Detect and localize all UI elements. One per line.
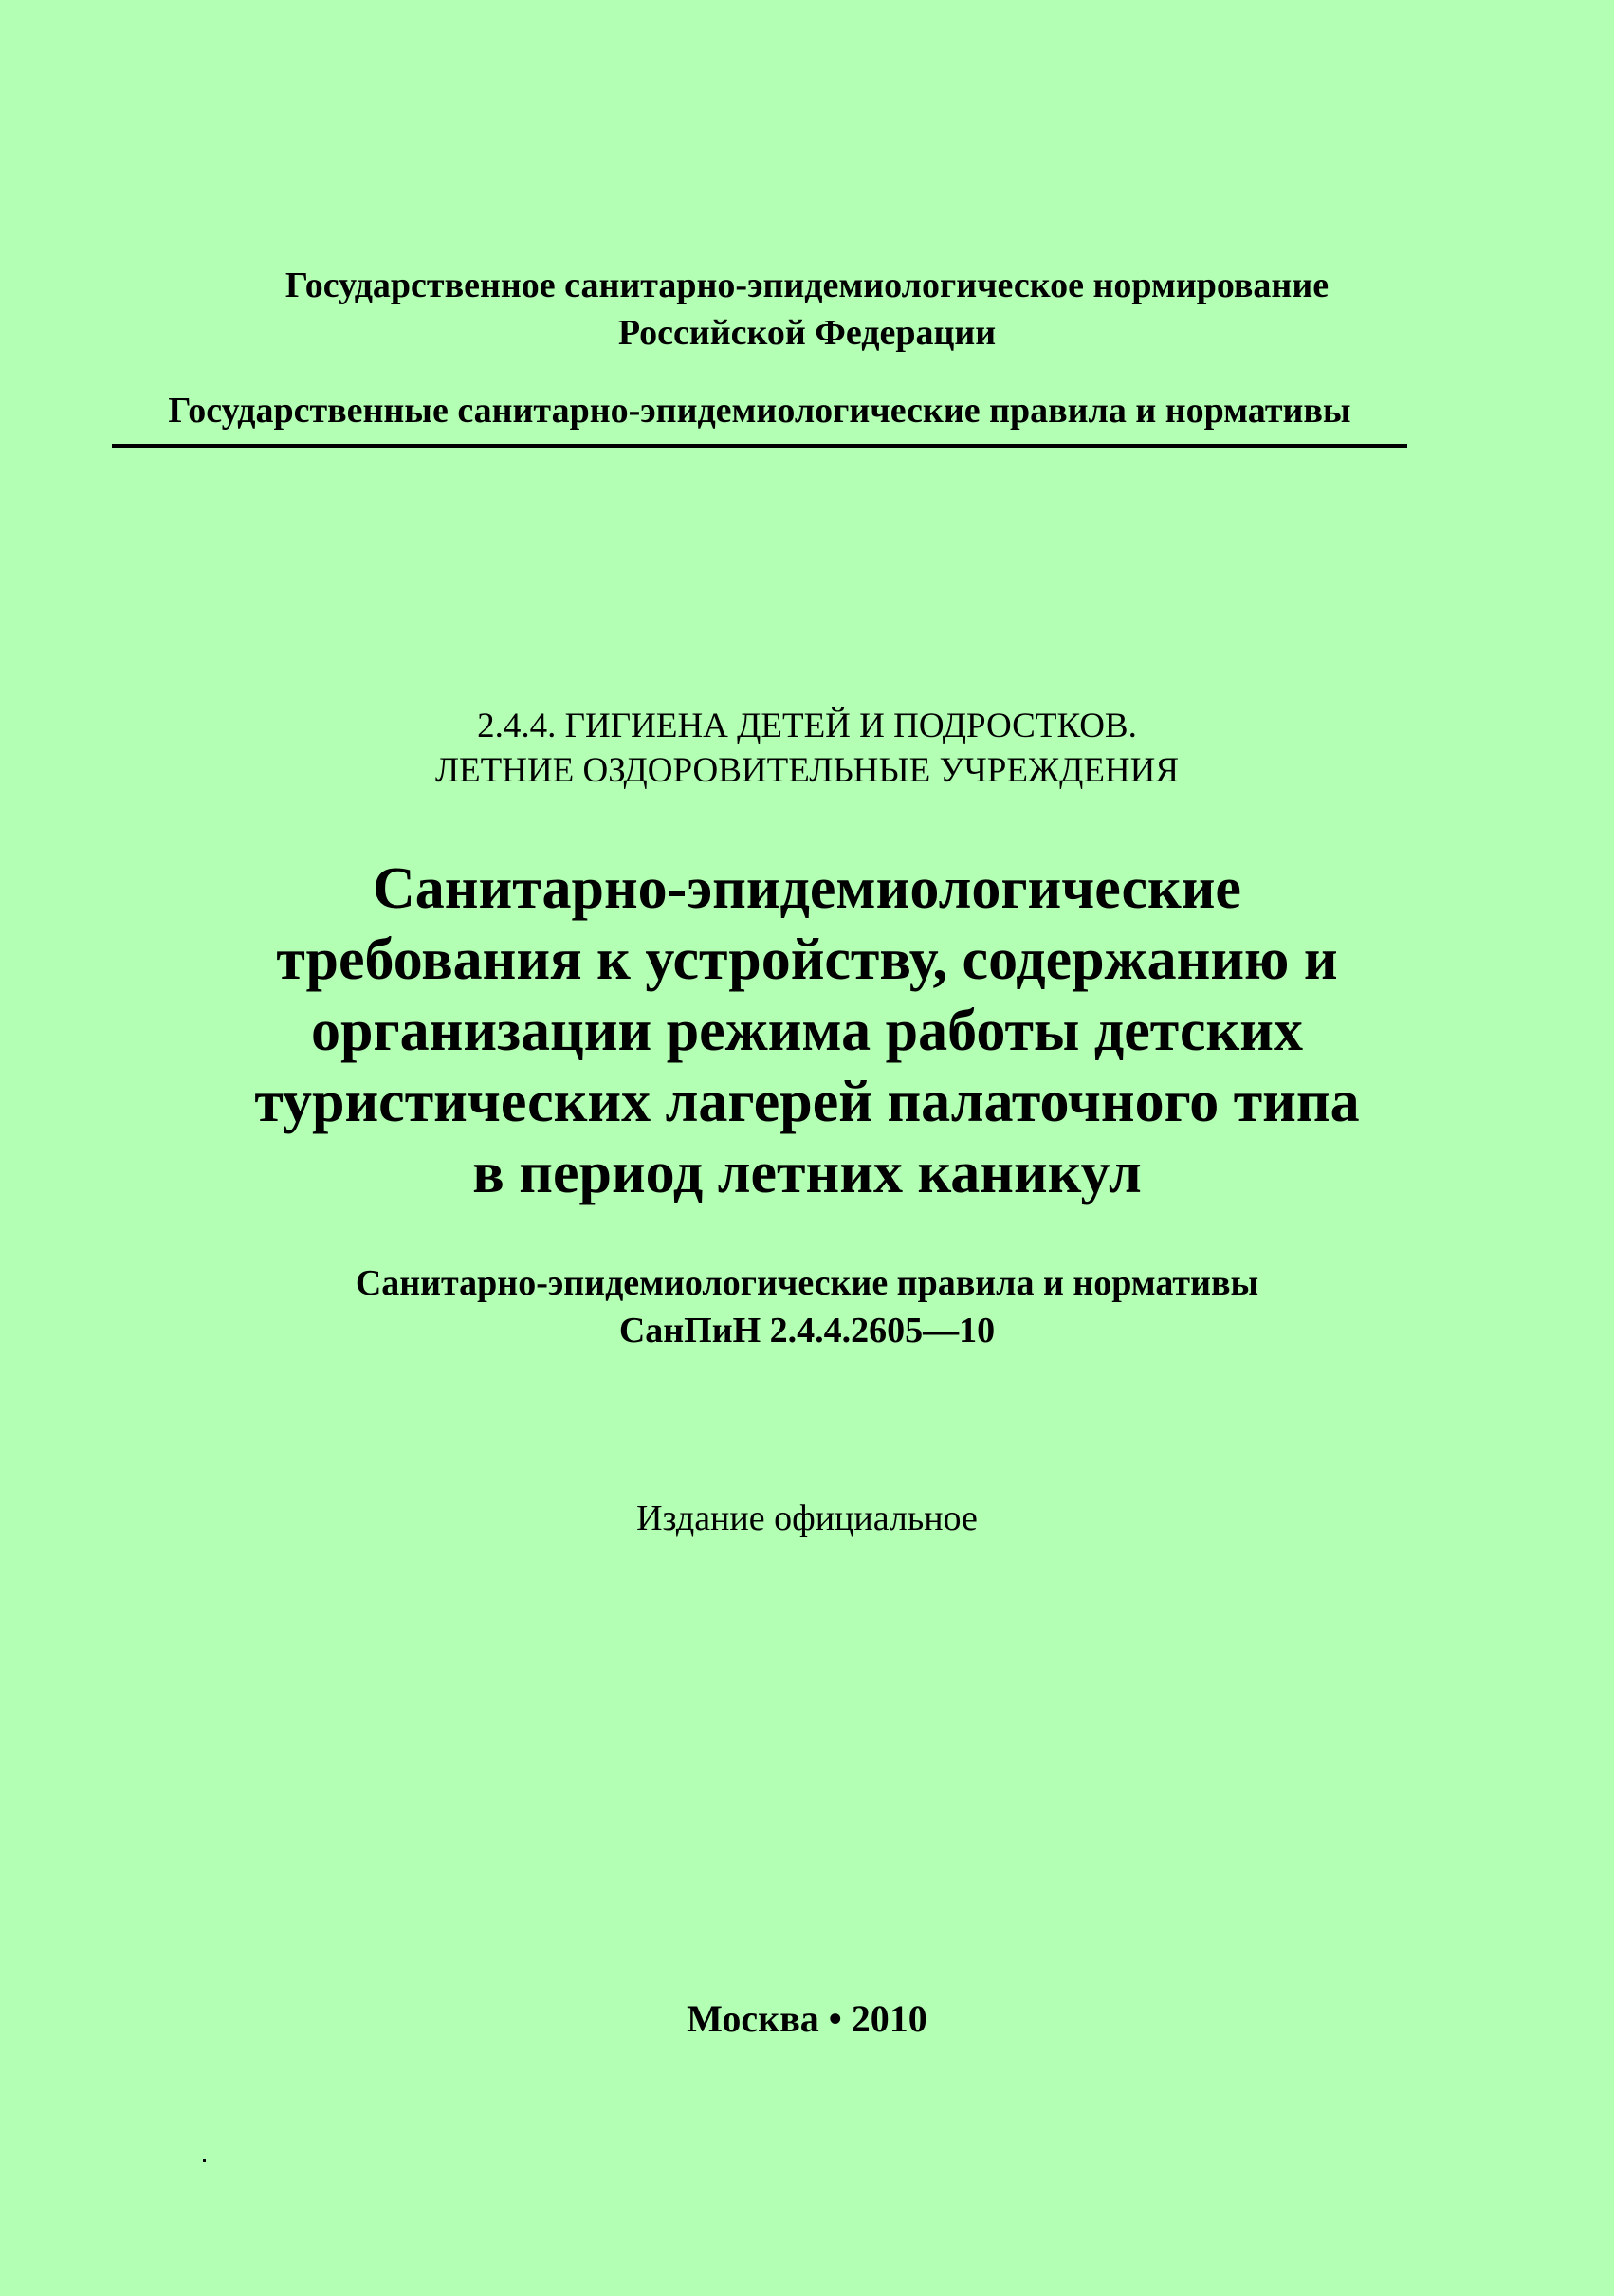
series-heading [112, 387, 1407, 448]
title-line: организации режима работы детских [311, 999, 1303, 1063]
edition-note: Издание официальное [636, 1498, 978, 1538]
issuing-organization [0, 262, 1614, 357]
subtitle-line-2: СанПиН 2.4.4.2605—10 [618, 1311, 996, 1350]
title-line: Санитарно-эпидемиологические [373, 856, 1241, 921]
document-title [0, 854, 1614, 1209]
series-title: Государственные санитарно-эпидемиологические правила и нормативы [168, 391, 1351, 431]
title-line: требования к устройству, содержанию и [276, 928, 1338, 992]
document-subtitle [0, 1259, 1614, 1354]
org-line-1: Государственное санитарно-эпидемиологическое нормирование [284, 266, 1330, 305]
section-line-2: ЛЕТНИЕ ОЗДОРОВИТЕЛЬНЫЕ УЧРЕЖДЕНИЯ [434, 751, 1180, 790]
section-line-1: 2.4.4. ГИГИЕНА ДЕТЕЙ И ПОДРОСТКОВ. [477, 707, 1137, 745]
title-line: туристических лагерей палаточного типа [254, 1070, 1360, 1134]
subtitle-line-1: Санитарно-эпидемиологические правила и нормативы [355, 1263, 1259, 1303]
section-heading [0, 704, 1614, 793]
title-line: в период летних каникул [472, 1141, 1142, 1205]
place-and-year: Москва • 2010 [687, 1997, 927, 2040]
scan-speck [203, 2159, 206, 2162]
org-line-2: Российской Федерации [617, 313, 997, 353]
